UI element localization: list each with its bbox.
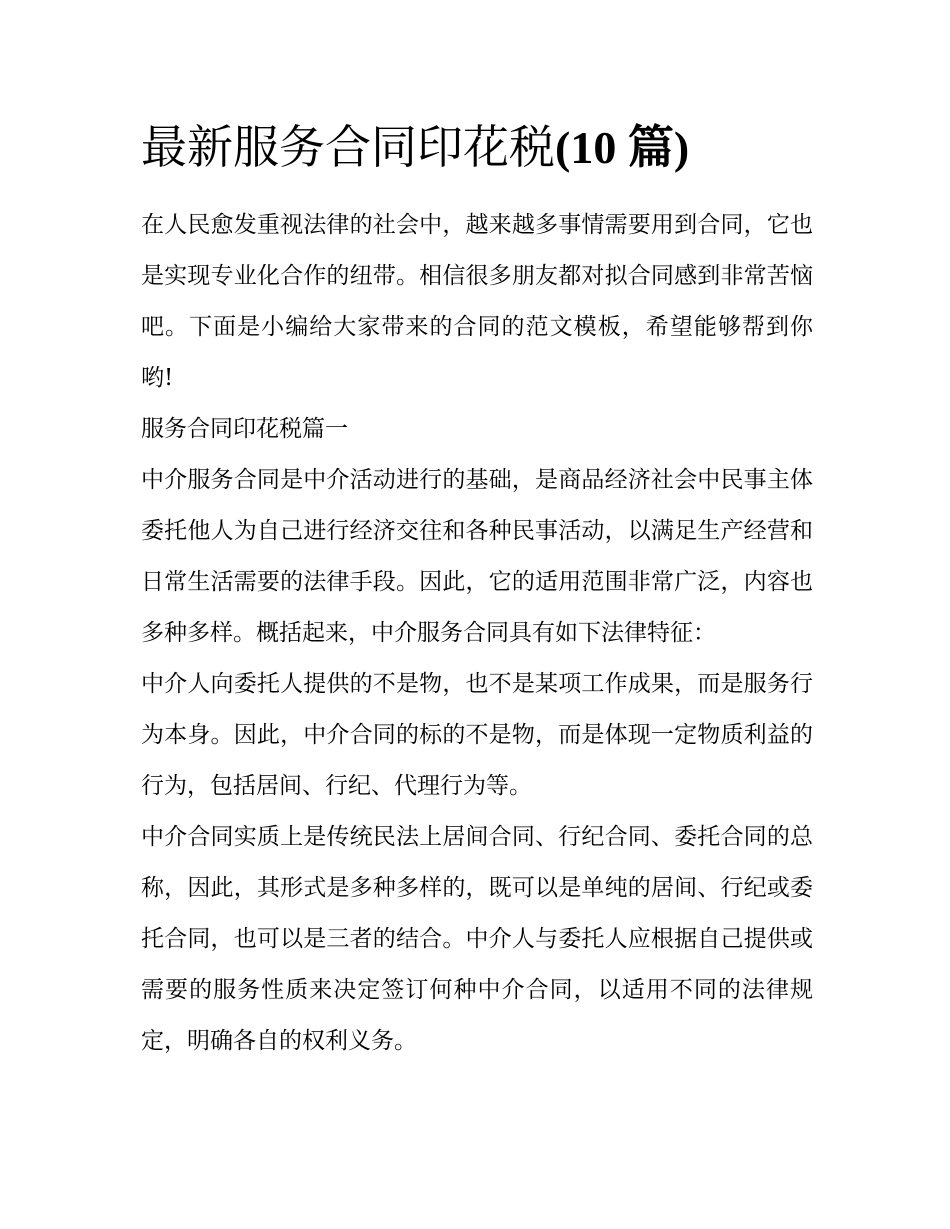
body-paragraph: 中介合同实质上是传统民法上居间合同、行纪合同、委托合同的总称，因此，其形式是多种多样的，既可以是单纯的居间、行纪或委托合同，也可以是三者的结合。中介人与委托人应根据自己提供或需要的服务性质来决定签订何种中介合同，以适用不同的法律规定，明确各自的权利义务。 xyxy=(141,824,813,1054)
document-body xyxy=(141,200,813,1067)
intro-paragraph: 在人民愈发重视法律的社会中，越来越多事情需要用到合同，它也是实现专业化合作的纽带。相信很多朋友都对拟合同感到非常苦恼吧。下面是小编给大家带来的合同的范文模板，希望能够帮到你哟! xyxy=(141,212,813,391)
body-paragraph: 中介服务合同是中介活动进行的基础，是商品经济社会中民事主体委托他人为自己进行经济交往和各种民事活动，以满足生产经营和日常生活需要的法律手段。因此，它的适用范围非常广泛，内容也多种多样。概括起来，中介服务合同具有如下法律特征： xyxy=(141,467,813,646)
title-count-text: (10 篇) xyxy=(555,122,690,173)
body-paragraph: 中介人向委托人提供的不是物，也不是某项工作成果，而是服务行为本身。因此，中介合同的标的不是物，而是体现一定物质利益的行为，包括居间、行纪、代理行为等。 xyxy=(141,671,813,799)
title-main-text: 最新服务合同印花税 xyxy=(141,120,555,174)
section-heading: 服务合同印花税篇一 xyxy=(141,416,348,442)
document-title xyxy=(141,116,821,179)
